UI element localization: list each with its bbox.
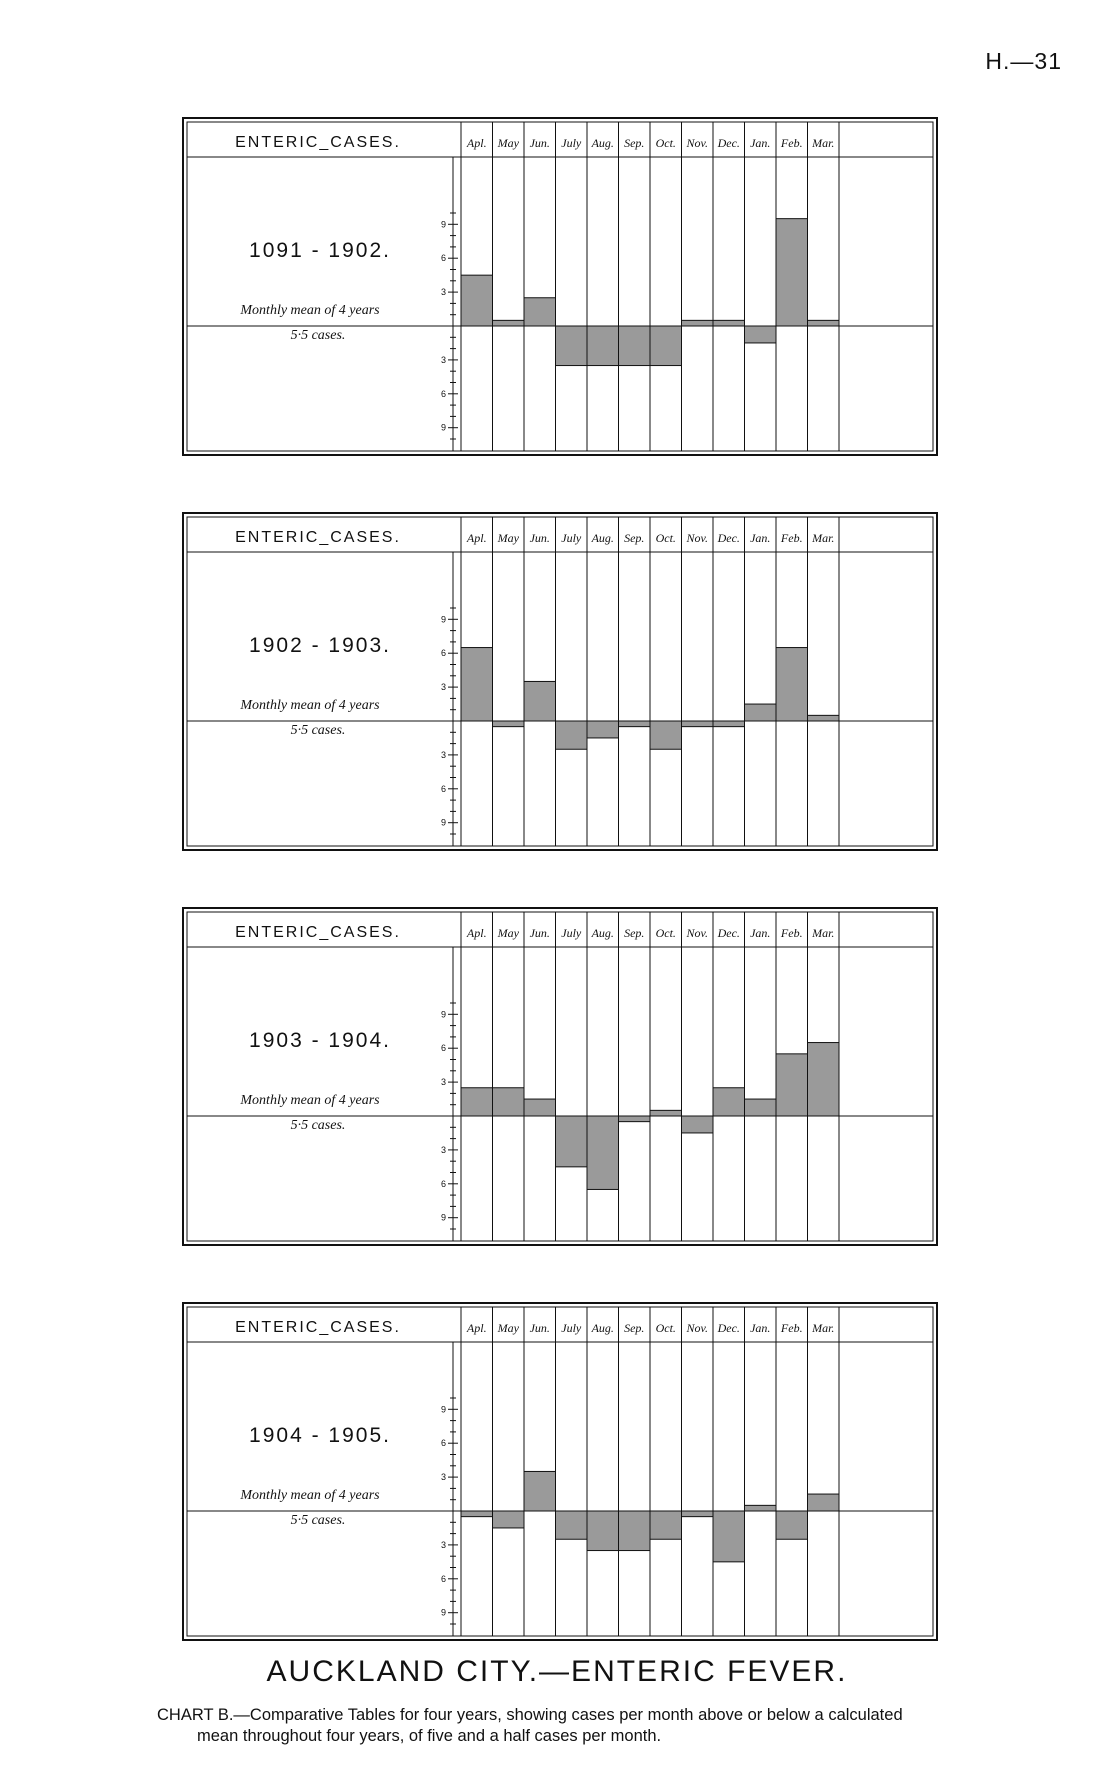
mean-value-label: 5·5 cases.	[290, 723, 346, 738]
bar-oct	[650, 326, 682, 366]
y-tick-label: 3	[440, 354, 446, 365]
bar-jan	[745, 1099, 777, 1116]
y-tick-label: 9	[440, 817, 446, 828]
y-tick-label: 6	[440, 388, 446, 399]
y-tick-label: 3	[440, 749, 446, 760]
bar-apl	[461, 1088, 493, 1116]
chart-header-label: ENTERIC_CASES.	[235, 529, 401, 546]
month-label: Apl.	[466, 531, 487, 545]
y-tick-label: 9	[440, 1009, 446, 1020]
y-tick-label: 6	[440, 1573, 446, 1584]
bar-jun	[524, 1099, 556, 1116]
month-label: Nov.	[686, 926, 708, 940]
mean-label: Monthly mean of 4 years	[240, 1488, 380, 1503]
y-tick-label: 6	[440, 1438, 446, 1449]
bar-oct	[650, 1511, 682, 1539]
bar-july	[556, 1511, 588, 1539]
month-label: Feb.	[780, 926, 803, 940]
bar-dec	[713, 721, 745, 727]
month-label: May	[497, 531, 519, 545]
month-label: Apl.	[466, 136, 487, 150]
bar-jun	[524, 681, 556, 721]
bar-sep	[619, 721, 651, 727]
month-label: Apl.	[466, 926, 487, 940]
chart-frame-outer	[183, 513, 937, 850]
y-tick-label: 3	[440, 1077, 446, 1088]
bar-may	[493, 320, 525, 326]
bar-july	[556, 326, 588, 366]
bar-nov	[682, 721, 714, 727]
chart-header-label: ENTERIC_CASES.	[235, 924, 401, 941]
bar-mar	[808, 1043, 840, 1116]
bar-sep	[619, 1116, 651, 1122]
month-label: Jun.	[529, 926, 550, 940]
y-tick-label: 9	[440, 1607, 446, 1618]
month-label: Aug.	[591, 531, 614, 545]
bar-oct	[650, 721, 682, 749]
chart-title: 1904 - 1905.	[249, 1424, 391, 1447]
bar-feb	[776, 1511, 808, 1539]
month-label: Apl.	[466, 1321, 487, 1335]
month-label: Jun.	[529, 136, 550, 150]
month-label: Dec.	[717, 1321, 740, 1335]
month-label: Jan.	[750, 136, 771, 150]
mean-value-label: 5·5 cases.	[290, 328, 346, 343]
chart-frame-outer	[183, 118, 937, 455]
chart-title: 1903 - 1904.	[249, 1029, 391, 1052]
month-label: Oct.	[655, 531, 676, 545]
bar-may	[493, 1088, 525, 1116]
month-label: Mar.	[812, 136, 835, 150]
bar-july	[556, 1116, 588, 1167]
chart-frame-inner	[187, 122, 933, 451]
month-label: May	[497, 1321, 519, 1335]
chart-frame-outer	[183, 1303, 937, 1640]
y-tick-label: 3	[440, 682, 446, 693]
mean-value-label: 5·5 cases.	[290, 1118, 346, 1133]
month-label: Sep.	[624, 926, 645, 940]
bar-apl	[461, 648, 493, 721]
mean-label: Monthly mean of 4 years	[240, 698, 380, 713]
month-label: Sep.	[624, 1321, 645, 1335]
bar-sep	[619, 1511, 651, 1551]
y-tick-label: 6	[440, 783, 446, 794]
bar-nov	[682, 1116, 714, 1133]
bar-may	[493, 721, 525, 727]
caption-line-1: CHART B.—Comparative Tables for four years, showing cases per month above or below a calculated	[157, 1706, 903, 1724]
month-label: Nov.	[686, 531, 708, 545]
bar-dec	[713, 1511, 745, 1562]
bar-aug	[587, 1116, 619, 1189]
y-tick-label: 3	[440, 287, 446, 298]
month-label: Mar.	[812, 531, 835, 545]
month-label: July	[561, 531, 582, 545]
month-label: Aug.	[591, 926, 614, 940]
page-title: AUCKLAND CITY.—ENTERIC FEVER.	[266, 1655, 848, 1688]
month-label: Mar.	[812, 926, 835, 940]
month-label: July	[561, 1321, 582, 1335]
bar-feb	[776, 1054, 808, 1116]
month-label: Nov.	[686, 136, 708, 150]
y-tick-label: 3	[440, 1472, 446, 1483]
y-tick-label: 6	[440, 1178, 446, 1189]
month-label: Mar.	[812, 1321, 835, 1335]
chart-panel-2	[0, 505, 1114, 885]
y-tick-label: 6	[440, 648, 446, 659]
month-label: May	[497, 136, 519, 150]
chart-panel-4	[0, 1295, 1114, 1675]
chart-panel-3	[0, 900, 1114, 1280]
month-label: Feb.	[780, 1321, 803, 1335]
bar-nov	[682, 320, 714, 326]
month-label: Jan.	[750, 926, 771, 940]
month-label: Sep.	[624, 531, 645, 545]
bar-mar	[808, 715, 840, 721]
mean-value-label: 5·5 cases.	[290, 1513, 346, 1528]
chart-frame-inner	[187, 517, 933, 846]
bar-july	[556, 721, 588, 749]
bar-feb	[776, 219, 808, 326]
month-label: Jun.	[529, 531, 550, 545]
month-label: Dec.	[717, 531, 740, 545]
bar-may	[493, 1511, 525, 1528]
page-number: H.—31	[985, 48, 1062, 74]
y-tick-label: 9	[440, 219, 446, 230]
y-tick-label: 6	[440, 1043, 446, 1054]
bar-feb	[776, 648, 808, 721]
chart-header-label: ENTERIC_CASES.	[235, 1319, 401, 1336]
bar-jun	[524, 298, 556, 326]
chart-panel-1	[0, 110, 1114, 490]
y-tick-label: 3	[440, 1539, 446, 1550]
month-label: Feb.	[780, 531, 803, 545]
bar-dec	[713, 320, 745, 326]
y-tick-label: 9	[440, 1212, 446, 1223]
y-tick-label: 9	[440, 422, 446, 433]
bar-dec	[713, 1088, 745, 1116]
chart-title: 1902 - 1903.	[249, 634, 391, 657]
bar-aug	[587, 1511, 619, 1551]
bar-aug	[587, 721, 619, 738]
caption-line-2: mean throughout four years, of five and a half cases per month.	[197, 1727, 662, 1745]
bar-sep	[619, 326, 651, 366]
bar-apl	[461, 1511, 493, 1517]
mean-label: Monthly mean of 4 years	[240, 1093, 380, 1108]
month-label: Aug.	[591, 136, 614, 150]
bar-aug	[587, 326, 619, 366]
chart-frame-inner	[187, 1307, 933, 1636]
y-tick-label: 3	[440, 1144, 446, 1155]
month-label: July	[561, 926, 582, 940]
month-label: Feb.	[780, 136, 803, 150]
bar-mar	[808, 1494, 840, 1511]
y-tick-label: 6	[440, 253, 446, 264]
month-label: Jan.	[750, 1321, 771, 1335]
chart-title: 1091 - 1902.	[249, 239, 391, 262]
month-label: Oct.	[655, 136, 676, 150]
y-tick-label: 9	[440, 614, 446, 625]
bar-jan	[745, 704, 777, 721]
bar-mar	[808, 320, 840, 326]
month-label: Dec.	[717, 136, 740, 150]
chart-caption	[157, 1705, 1057, 1747]
bar-apl	[461, 275, 493, 326]
month-label: Oct.	[655, 1321, 676, 1335]
month-label: Aug.	[591, 1321, 614, 1335]
bar-jan	[745, 1505, 777, 1511]
month-label: Nov.	[686, 1321, 708, 1335]
month-label: Sep.	[624, 136, 645, 150]
bar-nov	[682, 1511, 714, 1517]
chart-header-label: ENTERIC_CASES.	[235, 134, 401, 151]
bar-jan	[745, 326, 777, 343]
month-label: Jan.	[750, 531, 771, 545]
month-label: Dec.	[717, 926, 740, 940]
y-tick-label: 9	[440, 1404, 446, 1415]
month-label: Oct.	[655, 926, 676, 940]
month-label: Jun.	[529, 1321, 550, 1335]
month-label: May	[497, 926, 519, 940]
mean-label: Monthly mean of 4 years	[240, 303, 380, 318]
bar-oct	[650, 1110, 682, 1116]
month-label: July	[561, 136, 582, 150]
bar-jun	[524, 1471, 556, 1511]
